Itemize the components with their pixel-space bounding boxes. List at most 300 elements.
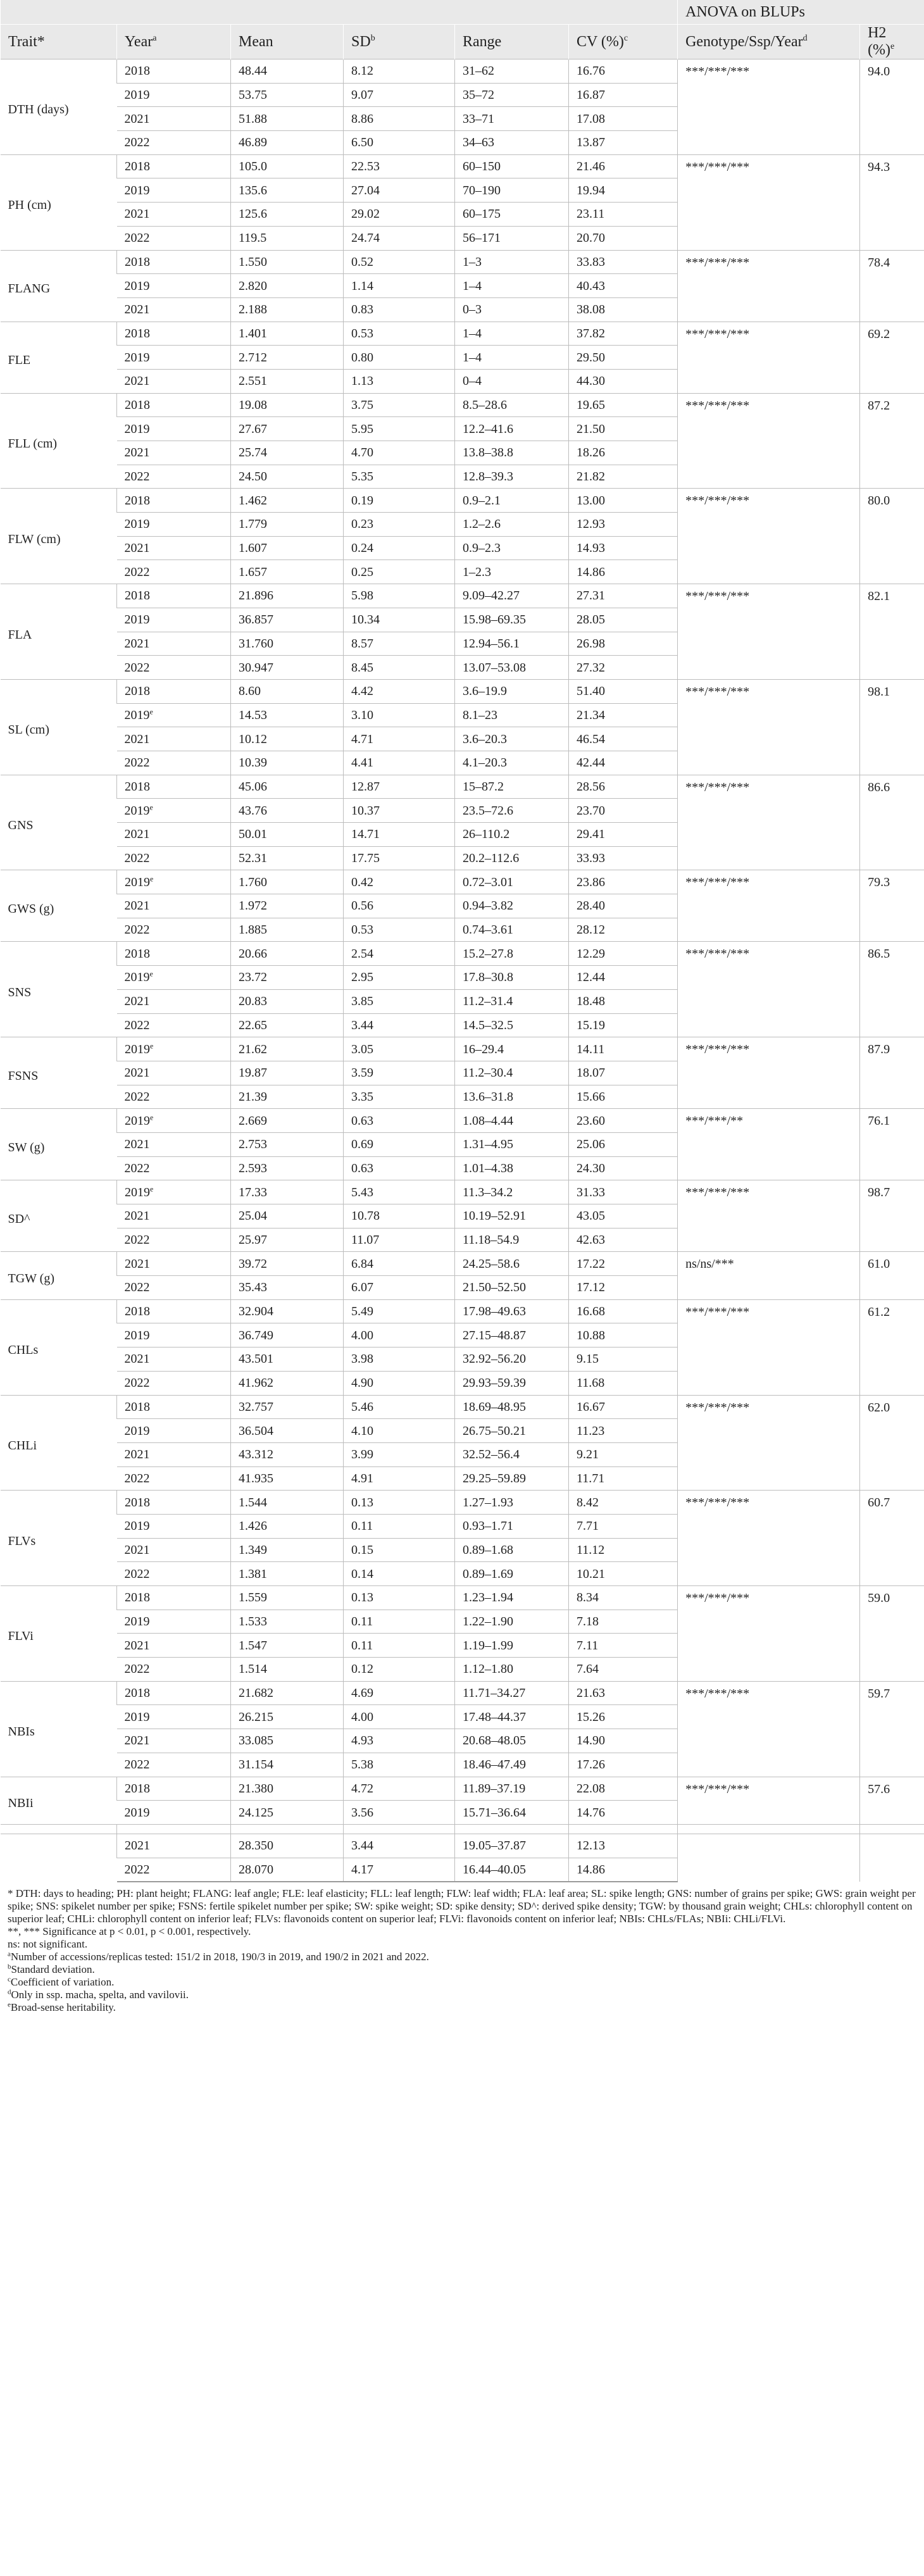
year-cell [117,1834,231,1858]
year-value: 2019 [125,1042,150,1056]
mean-cell: 1.547 [231,1634,344,1658]
table-row [1,584,924,608]
sd-cell: 5.38 [344,1753,455,1777]
year-value: 2021 [124,899,150,913]
mean-cell: 14.53 [231,703,344,727]
mean-cell: 20.83 [231,989,344,1013]
sd-cell: 3.56 [344,1801,455,1825]
range-cell: 13.6–31.8 [455,1085,569,1109]
cv-cell: 33.83 [569,250,678,274]
footnote-mark: c [8,1975,11,1984]
mean-cell: 23.72 [231,966,344,990]
mean-cell: 24.50 [231,465,344,489]
cv-cell: 11.71 [569,1466,678,1491]
spacer-cell [678,1824,860,1834]
footnote [8,1976,916,1989]
year-cell [117,632,231,656]
mean-cell: 41.935 [231,1466,344,1491]
sd-cell: 4.91 [344,1466,455,1491]
cv-cell: 27.31 [569,584,678,608]
cv-cell: 17.08 [569,107,678,131]
mean-cell: 25.04 [231,1204,344,1229]
year-value: 2019 [125,1113,150,1128]
mean-cell: 1.514 [231,1658,344,1682]
year-value: 2019 [124,278,150,293]
year-value: 2021 [124,636,150,651]
year-cell [117,1801,231,1825]
year-value: 2022 [124,1566,150,1581]
year-cell [117,1466,231,1491]
year-value: 2021 [124,994,150,1009]
table-body [1,59,924,1882]
mean-cell: 2.820 [231,274,344,298]
sd-cell: 0.11 [344,1514,455,1538]
year-cell [117,1013,231,1037]
range-cell: 0–3 [455,297,569,322]
range-cell: 15–87.2 [455,775,569,799]
cv-cell: 46.54 [569,727,678,751]
year-cell [117,1323,231,1347]
sd-cell: 0.12 [344,1658,455,1682]
range-cell: 17.98–49.63 [455,1299,569,1323]
range-cell: 18.46–47.49 [455,1753,569,1777]
sd-cell: 4.69 [344,1681,455,1705]
sd-cell: 0.80 [344,346,455,370]
trait-cell: SNS [1,942,117,1037]
anova-cell: ***/***/*** [678,1491,860,1586]
year-cell [117,846,231,870]
cv-cell: 14.76 [569,1801,678,1825]
h2-cell: 76.1 [860,1109,924,1180]
range-cell: 0–4 [455,369,569,393]
year-cell [117,918,231,942]
footnote [8,1938,916,1951]
h2-cell: 86.5 [860,942,924,1037]
year-cell [117,1538,231,1562]
sd-cell: 3.44 [344,1013,455,1037]
mean-cell: 2.551 [231,369,344,393]
cv-cell: 29.41 [569,823,678,847]
anova-cell: ***/***/*** [678,1681,860,1777]
range-cell: 32.92–56.20 [455,1347,569,1372]
cv-cell: 15.19 [569,1013,678,1037]
year-cell [117,989,231,1013]
cv-cell: 7.11 [569,1634,678,1658]
year-value: 2022 [124,851,150,866]
year-value: 2021 [125,1256,150,1271]
year-value: 2018 [125,946,150,961]
mean-cell: 24.125 [231,1801,344,1825]
range-cell: 31–62 [455,59,569,84]
cv-cell: 17.12 [569,1276,678,1300]
trait-cell: NBIi [1,1777,117,1824]
year-cell [117,131,231,155]
sd-cell: 4.41 [344,751,455,775]
sd-cell: 4.10 [344,1419,455,1443]
sd-cell: 12.87 [344,775,455,799]
cv-cell: 10.21 [569,1562,678,1586]
mean-cell: 32.757 [231,1395,344,1419]
mean-cell: 21.62 [231,1037,344,1061]
year-value: 2018 [125,254,150,269]
h2-cell: 61.0 [860,1252,924,1299]
footnote-text: Broad-sense heritability. [10,2001,116,2014]
mean-cell: 41.962 [231,1371,344,1395]
year-value: 2019 [125,1185,150,1199]
footnote [8,1887,916,1925]
h2-cell: 78.4 [860,250,924,322]
range-cell: 26–110.2 [455,823,569,847]
year-cell [117,417,231,441]
sd-cell: 0.56 [344,894,455,918]
h2-cell: 98.1 [860,679,924,775]
year-cell [117,1586,231,1610]
sd-cell: 9.07 [344,83,455,107]
table-row [1,1491,924,1515]
mean-cell: 28.070 [231,1858,344,1882]
sd-cell: 4.00 [344,1705,455,1729]
table-row [1,1299,924,1323]
year-cell [117,1681,231,1705]
year-footnote-mark: e [150,1184,154,1193]
sd-cell: 3.35 [344,1085,455,1109]
table-row [1,1834,924,1858]
year-value: 2022 [124,1662,150,1677]
range-cell: 29.25–59.89 [455,1466,569,1491]
year-cell [117,1729,231,1753]
cv-cell: 18.26 [569,441,678,465]
mean-cell: 45.06 [231,775,344,799]
header-range: Range [455,25,569,59]
range-cell: 18.69–48.95 [455,1395,569,1419]
range-cell: 70–190 [455,178,569,203]
cv-cell: 37.82 [569,322,678,346]
footnote-text: Coefficient of variation. [10,1976,115,1989]
sd-cell: 6.84 [344,1252,455,1276]
trait-cell: GNS [1,775,117,870]
sd-cell: 8.12 [344,59,455,84]
table-footnotes [0,1882,924,2014]
trait-cell: SD^ [1,1180,117,1252]
sd-cell: 0.11 [344,1634,455,1658]
cv-cell: 14.90 [569,1729,678,1753]
footnote [8,1925,916,1938]
year-cell [117,966,231,990]
cv-cell: 17.22 [569,1252,678,1276]
year-cell [117,1299,231,1323]
sd-cell: 1.14 [344,274,455,298]
sd-cell: 10.34 [344,608,455,632]
cv-cell: 21.82 [569,465,678,489]
range-cell: 35–72 [455,83,569,107]
range-cell: 16.44–40.05 [455,1858,569,1882]
cv-cell: 21.50 [569,417,678,441]
range-cell: 4.1–20.3 [455,751,569,775]
cv-cell: 51.40 [569,679,678,703]
spacer-cell [117,1824,231,1834]
sd-cell: 2.95 [344,966,455,990]
sd-cell: 0.42 [344,870,455,894]
h2-cell: 98.7 [860,1180,924,1252]
range-cell: 0.94–3.82 [455,894,569,918]
range-cell: 12.2–41.6 [455,417,569,441]
range-cell: 1.22–1.90 [455,1610,569,1634]
range-cell: 15.71–36.64 [455,1801,569,1825]
anova-cell: ***/***/*** [678,775,860,870]
cv-cell: 7.18 [569,1610,678,1634]
footnote-mark: e [8,2001,11,2009]
cv-cell: 9.15 [569,1347,678,1372]
sd-cell: 3.59 [344,1061,455,1085]
sd-cell: 3.44 [344,1834,455,1858]
mean-cell: 33.085 [231,1729,344,1753]
trait-cell: PH (cm) [1,154,117,250]
mean-cell: 2.753 [231,1132,344,1156]
cv-cell: 22.08 [569,1777,678,1801]
range-cell: 20.68–48.05 [455,1729,569,1753]
mean-cell: 8.60 [231,679,344,703]
trait-cell: DTH (days) [1,59,117,155]
range-cell: 1.08–4.44 [455,1109,569,1133]
mean-cell: 25.74 [231,441,344,465]
mean-cell: 36.857 [231,608,344,632]
range-cell: 9.09–42.27 [455,584,569,608]
table-row [1,322,924,346]
spacer-cell [344,1824,455,1834]
range-cell: 26.75–50.21 [455,1419,569,1443]
trait-cell: FLL (cm) [1,393,117,489]
trait-cell: FLE [1,322,117,393]
cv-cell: 16.67 [569,1395,678,1419]
sd-cell: 3.99 [344,1442,455,1466]
table-row [1,59,924,84]
cv-cell: 8.42 [569,1491,678,1515]
year-value: 2018 [125,684,150,699]
year-cell [117,226,231,250]
mean-cell: 1.607 [231,536,344,560]
year-value: 2022 [124,1280,150,1295]
range-cell: 27.15–48.87 [455,1323,569,1347]
trait-cell: FLW (cm) [1,489,117,584]
h2-cell: 60.7 [860,1491,924,1586]
table-row [1,679,924,703]
mean-cell: 1.349 [231,1538,344,1562]
year-value: 2019 [124,1328,150,1342]
range-cell: 1.01–4.38 [455,1156,569,1180]
footnote [8,1963,916,1976]
mean-cell: 21.380 [231,1777,344,1801]
sd-cell: 0.63 [344,1156,455,1180]
sd-cell: 0.19 [344,489,455,513]
anova-cell: ***/***/*** [678,322,860,393]
mean-cell: 1.559 [231,1586,344,1610]
sd-cell: 0.69 [344,1132,455,1156]
sd-cell: 5.49 [344,1299,455,1323]
year-footnote-mark: e [149,707,153,716]
mean-cell: 25.97 [231,1228,344,1252]
cv-cell: 28.05 [569,608,678,632]
range-cell: 3.6–19.9 [455,679,569,703]
year-value: 2018 [125,1686,150,1701]
cv-cell: 18.07 [569,1061,678,1085]
anova-cell: ***/***/*** [678,1777,860,1824]
year-cell [117,894,231,918]
cv-cell: 24.30 [569,1156,678,1180]
year-cell [117,465,231,489]
year-cell [117,1085,231,1109]
range-cell: 11.71–34.27 [455,1681,569,1705]
sd-cell: 22.53 [344,154,455,178]
anova-cell: ***/***/*** [678,1037,860,1109]
year-cell [117,608,231,632]
sd-cell: 5.35 [344,465,455,489]
h2-cell: 80.0 [860,489,924,584]
cv-cell: 7.64 [569,1658,678,1682]
year-cell [117,1634,231,1658]
year-value: 2019 [124,1615,150,1629]
header-year: Year$^a$ [117,25,231,59]
sd-cell: 0.52 [344,250,455,274]
year-value: 2018 [125,1591,150,1605]
cv-cell: 21.34 [569,703,678,727]
trait-cell [1,1834,117,1882]
year-value: 2022 [124,660,150,675]
range-cell: 19.05–37.87 [455,1834,569,1858]
year-cell [117,1658,231,1682]
mean-cell: 31.154 [231,1753,344,1777]
mean-cell: 1.779 [231,513,344,537]
sd-cell: 4.90 [344,1371,455,1395]
year-value: 2018 [125,326,150,341]
mean-cell: 43.501 [231,1347,344,1372]
year-value: 2019 [124,613,150,627]
year-value: 2019 [124,1519,150,1534]
mean-cell: 46.89 [231,131,344,155]
range-cell: 1–4 [455,274,569,298]
cv-cell: 9.21 [569,1442,678,1466]
sd-cell: 4.42 [344,679,455,703]
anova-cell: ***/***/*** [678,679,860,775]
year-cell [117,751,231,775]
year-value: 2018 [125,1304,150,1319]
footnote-mark: d [8,1988,11,1996]
table-row [1,1180,924,1204]
sd-cell: 2.54 [344,942,455,966]
anova-cell: ***/***/*** [678,59,860,155]
year-cell [117,59,231,84]
table-row [1,489,924,513]
mean-cell: 35.43 [231,1276,344,1300]
sd-cell: 5.43 [344,1180,455,1204]
trait-cell: FSNS [1,1037,117,1109]
year-footnote-mark: e [149,803,153,811]
cv-cell: 11.68 [569,1371,678,1395]
table-row [1,775,924,799]
cv-cell: 10.88 [569,1323,678,1347]
trait-cell: FLANG [1,250,117,322]
anova-cell: ***/***/*** [678,1299,860,1395]
year-value: 2018 [125,589,150,603]
range-cell: 17.48–44.37 [455,1705,569,1729]
table-row [1,1777,924,1801]
sd-cell: 27.04 [344,178,455,203]
spacer-row [1,1824,924,1834]
sd-cell: 3.85 [344,989,455,1013]
h2-cell: 57.6 [860,1777,924,1824]
sd-cell: 3.10 [344,703,455,727]
anova-cell: ***/***/*** [678,942,860,1037]
header-trait: Trait* [1,25,117,59]
range-cell: 10.19–52.91 [455,1204,569,1229]
mean-cell: 1.426 [231,1514,344,1538]
table-row [1,942,924,966]
trait-cell: TGW (g) [1,1252,117,1299]
mean-cell: 1.972 [231,894,344,918]
year-cell [117,322,231,346]
year-value: 2019 [124,803,150,818]
year-cell [117,393,231,417]
anova-cell: ***/***/*** [678,154,860,250]
range-cell: 15.98–69.35 [455,608,569,632]
range-cell: 60–150 [455,154,569,178]
cv-cell: 11.12 [569,1538,678,1562]
header-anova-group: ANOVA on BLUPs [678,0,924,25]
mean-cell: 30.947 [231,656,344,680]
year-cell [117,799,231,823]
year-cell [117,536,231,560]
cv-cell: 29.50 [569,346,678,370]
sd-cell: 3.05 [344,1037,455,1061]
year-value: 2021 [124,1137,150,1152]
year-cell [117,1562,231,1586]
mean-cell: 10.39 [231,751,344,775]
year-cell [117,1858,231,1882]
h2-cell: 86.6 [860,775,924,870]
range-cell: 11.18–54.9 [455,1228,569,1252]
range-cell: 60–175 [455,203,569,227]
sd-cell: 4.70 [344,441,455,465]
sd-cell: 3.98 [344,1347,455,1372]
h2-cell: 62.0 [860,1395,924,1491]
cv-cell: 27.32 [569,656,678,680]
range-cell: 11.2–30.4 [455,1061,569,1085]
range-cell: 0.89–1.69 [455,1562,569,1586]
range-cell: 11.3–34.2 [455,1180,569,1204]
footnote-text: ns: not significant. [8,1938,88,1951]
mean-cell: 19.87 [231,1061,344,1085]
year-footnote-mark: e [150,874,154,884]
year-cell [117,1037,231,1061]
mean-cell: 1.533 [231,1610,344,1634]
year-value: 2018 [125,1399,150,1414]
year-cell [117,274,231,298]
year-value: 2021 [124,1066,150,1080]
year-cell [117,584,231,608]
cv-cell: 8.34 [569,1586,678,1610]
year-footnote-mark: e [150,1041,154,1050]
sd-cell: 0.25 [344,560,455,584]
year-value: 2018 [125,64,150,78]
year-value: 2022 [124,565,150,579]
mean-cell: 52.31 [231,846,344,870]
range-cell: 1–2.3 [455,560,569,584]
sd-cell: 17.75 [344,846,455,870]
sd-cell: 4.72 [344,1777,455,1801]
h2-cell: 87.2 [860,393,924,489]
trait-cell: SW (g) [1,1109,117,1180]
range-cell: 0.72–3.01 [455,870,569,894]
year-cell [117,203,231,227]
